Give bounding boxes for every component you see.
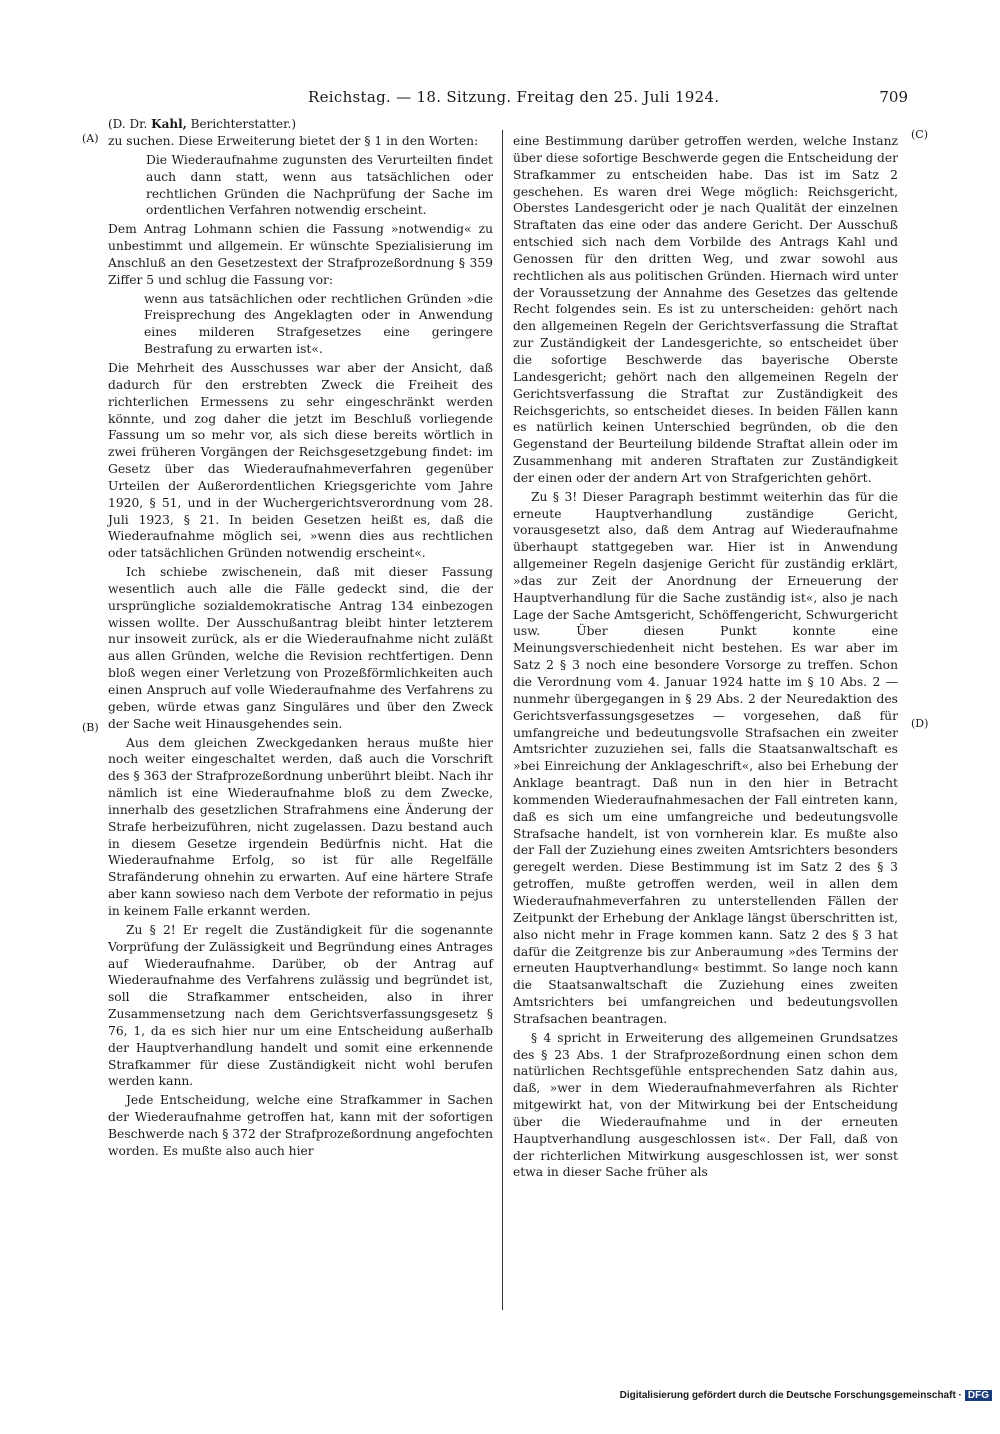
credit-text: Digitalisierung gefördert durch die Deutsche Forschungsgemeinschaft · (619, 1390, 962, 1401)
margin-marker-d: (D) (911, 717, 929, 730)
paragraph: zu suchen. Diese Erweiterung bietet der § 1 in den Worten: (108, 134, 479, 148)
byline-prefix: (D. Dr. (108, 117, 152, 131)
paragraph: Aus dem gleichen Zweckgedanken heraus mußte hier noch weiter eingeschaltet werden, daß auch die Vorschrift des § 363 der Strafprozeßordnung unberührt bleibt. Nach ihr nämlich ist eine Wiederaufnahme bloß zu dem Zwecke, innerhalb des gesetzlichen Strafrahmens eine Änderung der Strafe herbeizuführen, nicht zugelassen. Dazu bestand auch in diesem Gesetze irgendein Bedürfnis nicht. Hat die Wiederaufnahme Erfolg, so ist für alle Regelfälle Strafänderung ohnehin zu erwarten. Auf eine härtere Strafe aber kann sowieso nach dem Verbote der reformatio in pejus in keinem Falle erkannt werden. (108, 735, 493, 918)
digitization-credit (620, 1390, 992, 1401)
paragraph: § 4 spricht in Erweiterung des allgemeinen Grundsatzes des § 23 Abs. 1 der Strafprozeßordnung einen schon dem natürlichen Rechtsgefühle entsprechenden Satz dahin aus, daß, »wer in dem Wiederaufnahmeverfahren als Richter mitgewirkt hat, von der Mitwirkung bei der Entscheidung über die Wiederaufnahme und in der erneuten Hauptverhandlung ausgeschlossen ist«. Der Fall, daß von der richterlichen Mitwirkung ausgeschlossen ist, wer sonst etwa in dieser Sache früher als (513, 1030, 898, 1180)
paragraph: Ich schiebe zwischenein, daß mit dieser Fassung wesentlich auch alle die Fälle gedeckt sind, die der ursprüngliche sozialdemokratische Antrag 134 einbezogen wissen wollte. Der Ausschußantrag bleibt hinter letzterem nur insoweit zurück, als er die Wiederaufnahme nicht zuläßt aus allen Gründen, welche die Revision rechtfertigen. Denn bloß wegen einer Verletzung von Prozeßförmlichkeiten auch einen Anspruch auf volle Wiederaufnahme des Verfahrens zu geben, würde etwas ganz Singuläres und über den Zweck der Sache weit Hinausgehendes sein. (108, 565, 493, 731)
paragraph: Jede Entscheidung, welche eine Strafkammer in Sachen der Wiederaufnahme getroffen hat, kann mit der sofortigen Beschwerde nach § 372 der Strafprozeßordnung angefochten worden. Es mußte also auch hier (108, 1093, 493, 1158)
speaker-name: Kahl, (151, 117, 187, 131)
right-column (513, 133, 898, 1183)
paragraph: Die Mehrheit des Ausschusses war aber der Ansicht, daß dadurch für den erstrebten Zweck die Freiheit des richterlichen Ermessens zu sehr eingeschränkt werden könnte, und zog daher die jetzt im Beschluß vorliegende Fassung um so mehr vor, als sich diese bereits wörtlich in zwei früheren Vorgängen der Reichsgesetzgebung findet: im Gesetz über das Wiederaufnahmeverfahren gegenüber Urteilen der Außerordentlichen Kriegsgerichte vom Jahre 1920, § 51, und in der Wuchergerichtsverordnung vom 28. Juli 1923, § 21. In beiden Gesetzen heißt es, daß die Wiederaufnahme möglich sei, »wenn dies aus rechtlichen oder tatsächlichen Gründen notwendig erscheint«. (108, 360, 493, 561)
margin-marker-b: (B) (82, 721, 99, 734)
page-header (108, 88, 908, 110)
speaker-byline (108, 117, 296, 131)
dfg-logo: DFG (965, 1390, 992, 1401)
column-divider (502, 130, 503, 1310)
paragraph: Zu § 3! Dieser Paragraph bestimmt weiterhin das für die erneute Hauptverhandlung zuständige Gericht, vorausgesetzt also, daß dem Antrag auf Wiederaufnahme überhaupt stattgegeben war. Hier ist in Anwendung allgemeiner Regeln dasjenige Gericht für zuständig erklärt, »das zur Zeit der Anordnung der Erneuerung der Hauptverhandlung für die Sache zuständig ist«, also je nach Lage der Sache Amtsgericht, Schöffengericht, Schwurgericht usw. Über diesen Punkt konnte eine Meinungsverschiedenheit nicht bestehen. Es war aber im Satz 2 § 3 noch eine besondere Vorsorge zu treffen. Schon die Verordnung vom 4. Januar 1924 hatte im § 10 Abs. 2 — nunmehr übergegangen in § 29 Abs. 2 der Neuredaktion des Gerichtsverfassungsgesetzes — vorgesehen, daß für umfangreiche und bedeutungsvolle Strafsachen ein zweiter Amtsrichter zuzuziehen sei, falls die Staatsanwaltschaft es »bei Einreichung der Anklageschrift«, also bei Erhebung der Anklage beantragt. Daß nun in den hier in Betracht kommenden Wiederaufnahmesachen der Fall eintreten kann, daß es sich um eine umfangreiche und bedeutungsvolle Strafsache handelt, ist von vornherein klar. Es mußte also der Fall der Zuziehung eines zweiten Amtsrichters besonders geregelt werden. Diese Bestimmung ist im Satz 2 des § 3 getroffen, mußte getroffen werden, weil in allen dem Wiederaufnahmeverfahren zu unterstellenden Fällen der Zeitpunkt der Erhebung der Anklage längst überschritten ist, also nicht mehr in Frage kommen kann. Satz 2 des § 3 hat dafür die Zeitgrenze bis zur Anberaumung »des Termins der erneuten Hauptverhandlung« bestimmt. So lange noch kann die Staatsanwaltschaft die Zuziehung eines zweiten Amtsrichters bei umfangreichen und bedeutungsvollen Strafsachen beantragen. (513, 489, 898, 1026)
running-title: Reichstag. — 18. Sitzung. Freitag den 25. Juli 1924. (308, 88, 720, 106)
speaker-role: Berichterstatter.) (186, 117, 297, 131)
paragraph: eine Bestimmung darüber getroffen werden, welche Instanz über diese sofortige Beschwerde gegen die Entscheidung der Strafkammer zu entscheiden habe. Das ist im Satz 2 geschehen. Es waren drei Wege möglich: Reichsgericht, Oberstes Landesgericht oder je nach Qualität der einzelnen Straftaten das eine oder das andere Gericht. Der Ausschuß entschied sich nach dem Vorbilde des Antrags Kahl und Genossen für den dritten Weg, und zwar sowohl aus rechtlichen als aus politischen Gründen. Hiernach wird unter der Voraussetzung der Annahme des Gesetzes das geltende Recht folgendes sein. Es ist zu unterscheiden: gehört nach den allgemeinen Regeln der Gerichtsverfassung die Straftat zur Zuständigkeit der Landesgerichte, so entscheidet über die sofortige Beschwerde das bayerische Oberste Landesgericht; gehört nach den allgemeinen Regeln der Gerichtsverfassung die Straftat zur Zuständigkeit des Reichsgerichts, so entscheidet dieses. In beiden Fällen kann es natürlich keinen Unterschied begründen, ob die den Gegenstand der Beurteilung bildende Straftat allein oder im Zusammenhang mit anderen Straftaten zur Zuständigkeit der einen oder der andern Art von Strafgerichten gehört. (513, 134, 898, 485)
quotation: Die Wiederaufnahme zugunsten des Verurteilten findet auch dann statt, wenn aus tatsächlichen oder rechtlichen Gründen die Nachprüfung der Sache im ordentlichen Verfahren notwendig erscheint. (146, 152, 493, 218)
left-column (108, 133, 493, 1162)
margin-marker-c: (C) (911, 128, 928, 141)
paragraph: Dem Antrag Lohmann schien die Fassung »notwendig« zu unbestimmt und allgemein. Er wünschte Spezialisierung im Anschluß an den Gesetzestext der Strafprozeßordnung § 359 Ziffer 5 und schlug die Fassung vor: (108, 222, 493, 287)
quotation: wenn aus tatsächlichen oder rechtlichen Gründen »die Freisprechung des Angeklagten oder in Anwendung eines milderen Strafgesetzes eine geringere Bestrafung zu erwarten ist«. (144, 291, 493, 357)
page-number: 709 (879, 88, 908, 106)
margin-marker-a: (A) (82, 132, 99, 145)
paragraph: Zu § 2! Er regelt die Zuständigkeit für die sogenannte Vorprüfung der Zulässigkeit und Begründung eines Antrages auf Wiederaufnahme. Darüber, ob der Antrag auf Wiederaufnahme des Verfahrens zulässig und begründet ist, soll die Strafkammer entscheiden, also in ihrer Zusammensetzung nach dem Gerichtsverfassungsgesetz § 76, 1, da es sich hier nur um eine Entscheidung außerhalb der Hauptverhandlung handelt und somit eine erkennende Strafkammer für diese Zuständigkeit nicht wohl berufen werden kann. (108, 922, 493, 1089)
